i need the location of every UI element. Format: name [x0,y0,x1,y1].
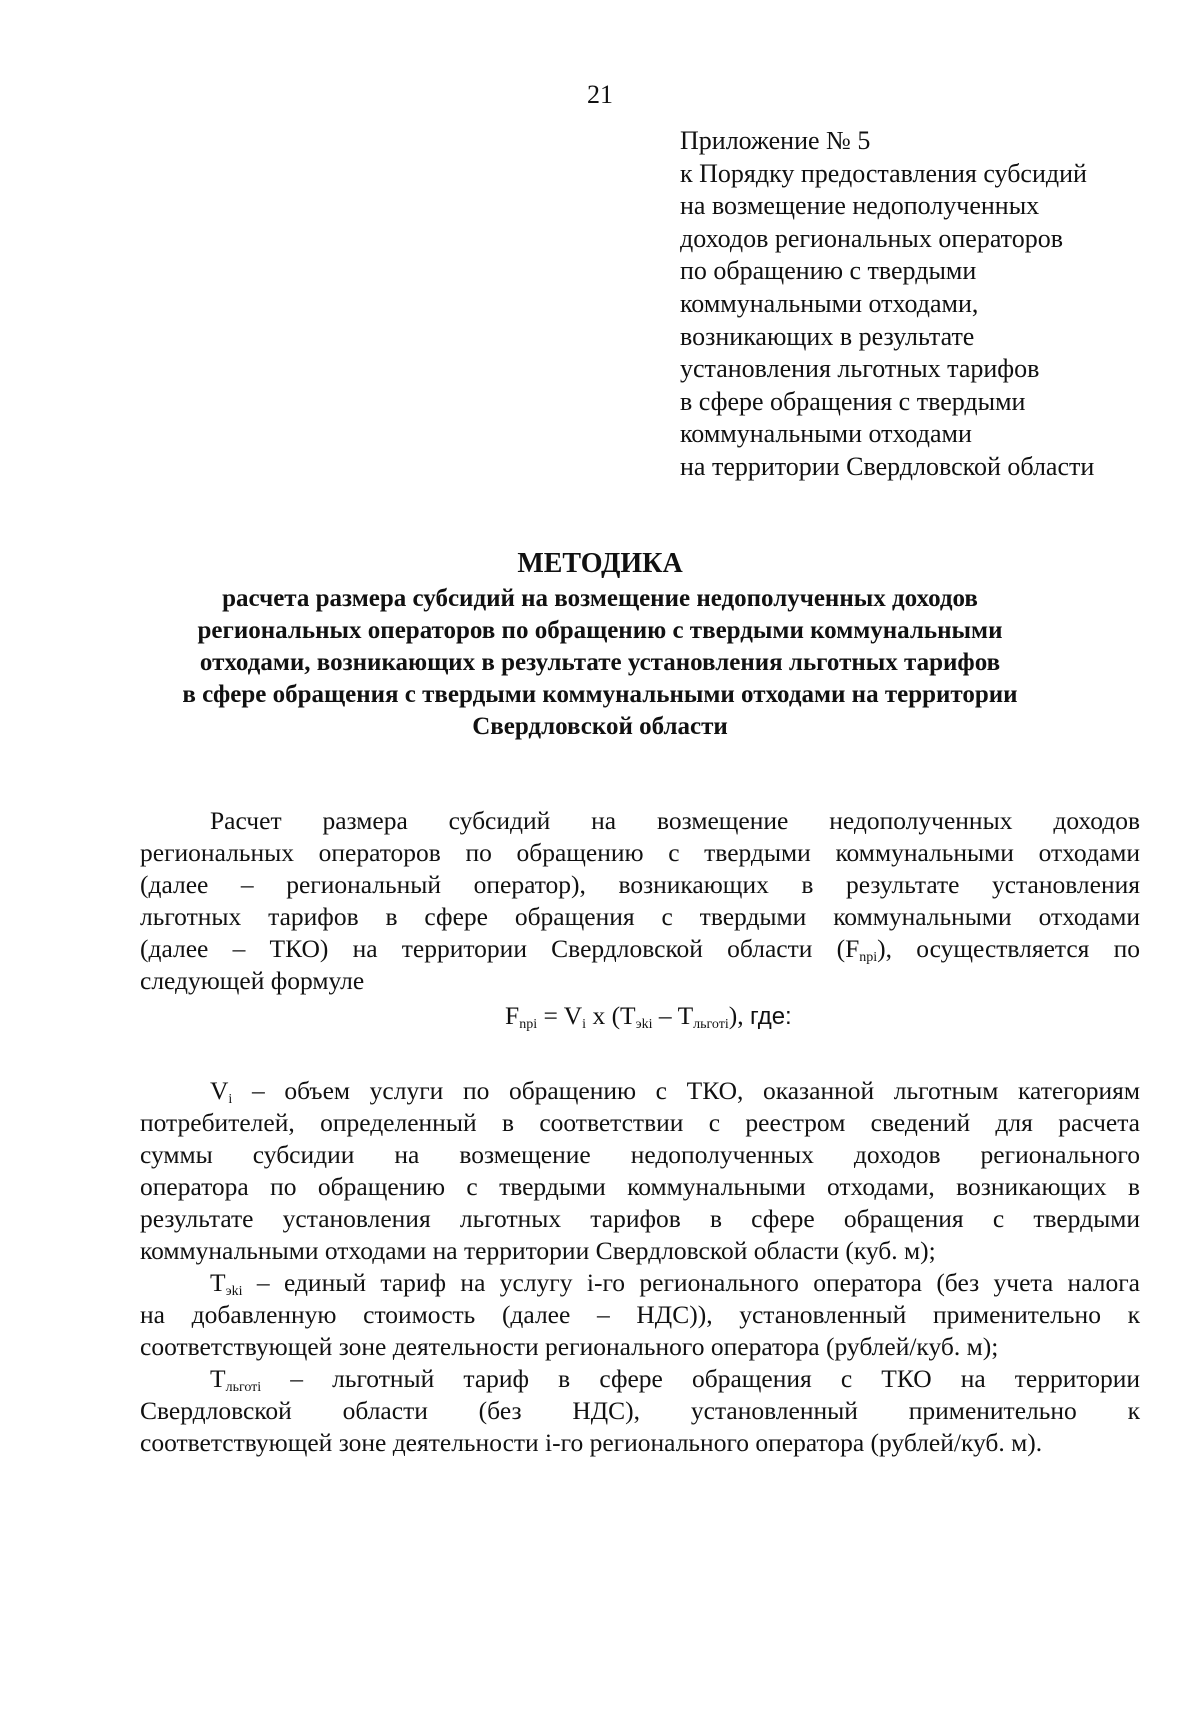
paragraph-line: следующей формуле [140,966,365,995]
document-title: МЕТОДИКА [517,548,683,579]
appendix-line: возникающих в результате [680,321,975,351]
subscript: i [582,1017,587,1032]
text-fragment: (далее – ТКО) на территории Свердловской области (F [140,934,860,963]
paragraph-line: (далее – региональный оператор), возникающих в результате установления [140,870,1140,899]
subscript: льготi [693,1017,729,1032]
subtitle-line: Свердловской области [472,713,728,740]
paragraph-line: результате установления льготных тарифов в сфере обращения с твердыми [140,1204,1140,1233]
formula-part: ), [728,1001,751,1030]
subtitle-line: в сфере обращения с твердыми коммунальными отходами на территории [182,681,1018,708]
appendix-line: коммунальными отходами, [680,288,979,318]
subscript: i [228,1092,233,1107]
subscript: эki [635,1017,653,1032]
symbol: V [210,1076,229,1105]
paragraph-line: оператора по обращению с твердыми коммунальными отходами, возникающих в [140,1172,1140,1201]
appendix-line: доходов региональных операторов [680,223,1063,253]
paragraph-line [140,933,1140,965]
symbol: T [210,1268,226,1297]
formula [505,1001,792,1033]
paragraph-line [140,1075,1140,1107]
paragraph-line: льготных тарифов в сфере обращения с твердыми коммунальными отходами [140,902,1140,931]
subtitle-line: отходами, возникающих в результате установления льготных тарифов [199,649,1001,676]
appendix-line: коммунальными отходами [680,419,972,449]
appendix-line: к Порядку предоставления субсидий [680,158,1087,188]
appendix-line: в сфере обращения с твердыми [680,386,1026,416]
appendix-block [680,125,1180,484]
paragraph-line [140,1363,1140,1395]
page-number: 21 [587,80,613,109]
subtitle-line: региональных операторов по обращению с твердыми коммунальными [197,617,1003,644]
appendix-line: установления льготных тарифов [680,354,1040,384]
formula-part: = V [537,1001,583,1030]
text-fragment: – льготный тариф в сфере обращения с ТКО на территории [261,1364,1140,1393]
paragraph-line: Расчет размера субсидий на возмещение недополученных доходов [210,806,1140,835]
paragraph-line: на добавленную стоимость (далее – НДС)), установленный применительно к [140,1300,1140,1329]
appendix-line: на возмещение недополученных [680,191,1040,221]
subscript: npi [519,1017,538,1032]
subtitle-line: расчета размера субсидий на возмещение недополученных доходов [222,585,978,612]
paragraph-line: потребителей, определенный в соответствии с реестром сведений для расчета [140,1108,1140,1137]
subscript: npi [859,950,878,965]
definitions [140,1075,1140,1459]
paragraph-line: коммунальными отходами на территории Свердловской области (куб. м); [140,1236,936,1265]
subscript: эki [225,1284,243,1299]
paragraph-line: соответствующей зоне деятельности регионального оператора (рублей/куб. м); [140,1332,999,1361]
paragraph-line [140,1267,1140,1299]
text-fragment: – единый тариф на услугу i-го регионального оператора (без учета налога [242,1268,1140,1297]
paragraph-line: региональных операторов по обращению с твердыми коммунальными отходами [140,838,1140,867]
formula-part: – T [652,1001,694,1030]
document-title-block [0,545,1200,743]
formula-symbol: F [505,1001,520,1030]
appendix-line: по обращению с твердыми [680,256,977,286]
text-fragment: – объем услуги по обращению с ТКО, оказанной льготным категориям [232,1076,1140,1105]
formula-where: где: [750,1003,792,1030]
appendix-line: на территории Свердловской области [680,451,1095,481]
subscript: льготi [225,1380,262,1395]
document-subtitle [0,583,1200,743]
symbol: T [210,1364,226,1393]
appendix-line: Приложение № 5 [680,126,871,155]
intro-paragraph [140,805,1140,997]
paragraph-line: соответствующей зоне деятельности i-го регионального оператора (рублей/куб. м). [140,1428,1043,1457]
paragraph-line: суммы субсидии на возмещение недополученных доходов регионального [140,1140,1140,1169]
text-fragment: ), осуществляется по [877,934,1140,963]
formula-part: x (T [586,1001,636,1030]
paragraph-line: Свердловской области (без НДС), установленный применительно к [140,1396,1140,1425]
